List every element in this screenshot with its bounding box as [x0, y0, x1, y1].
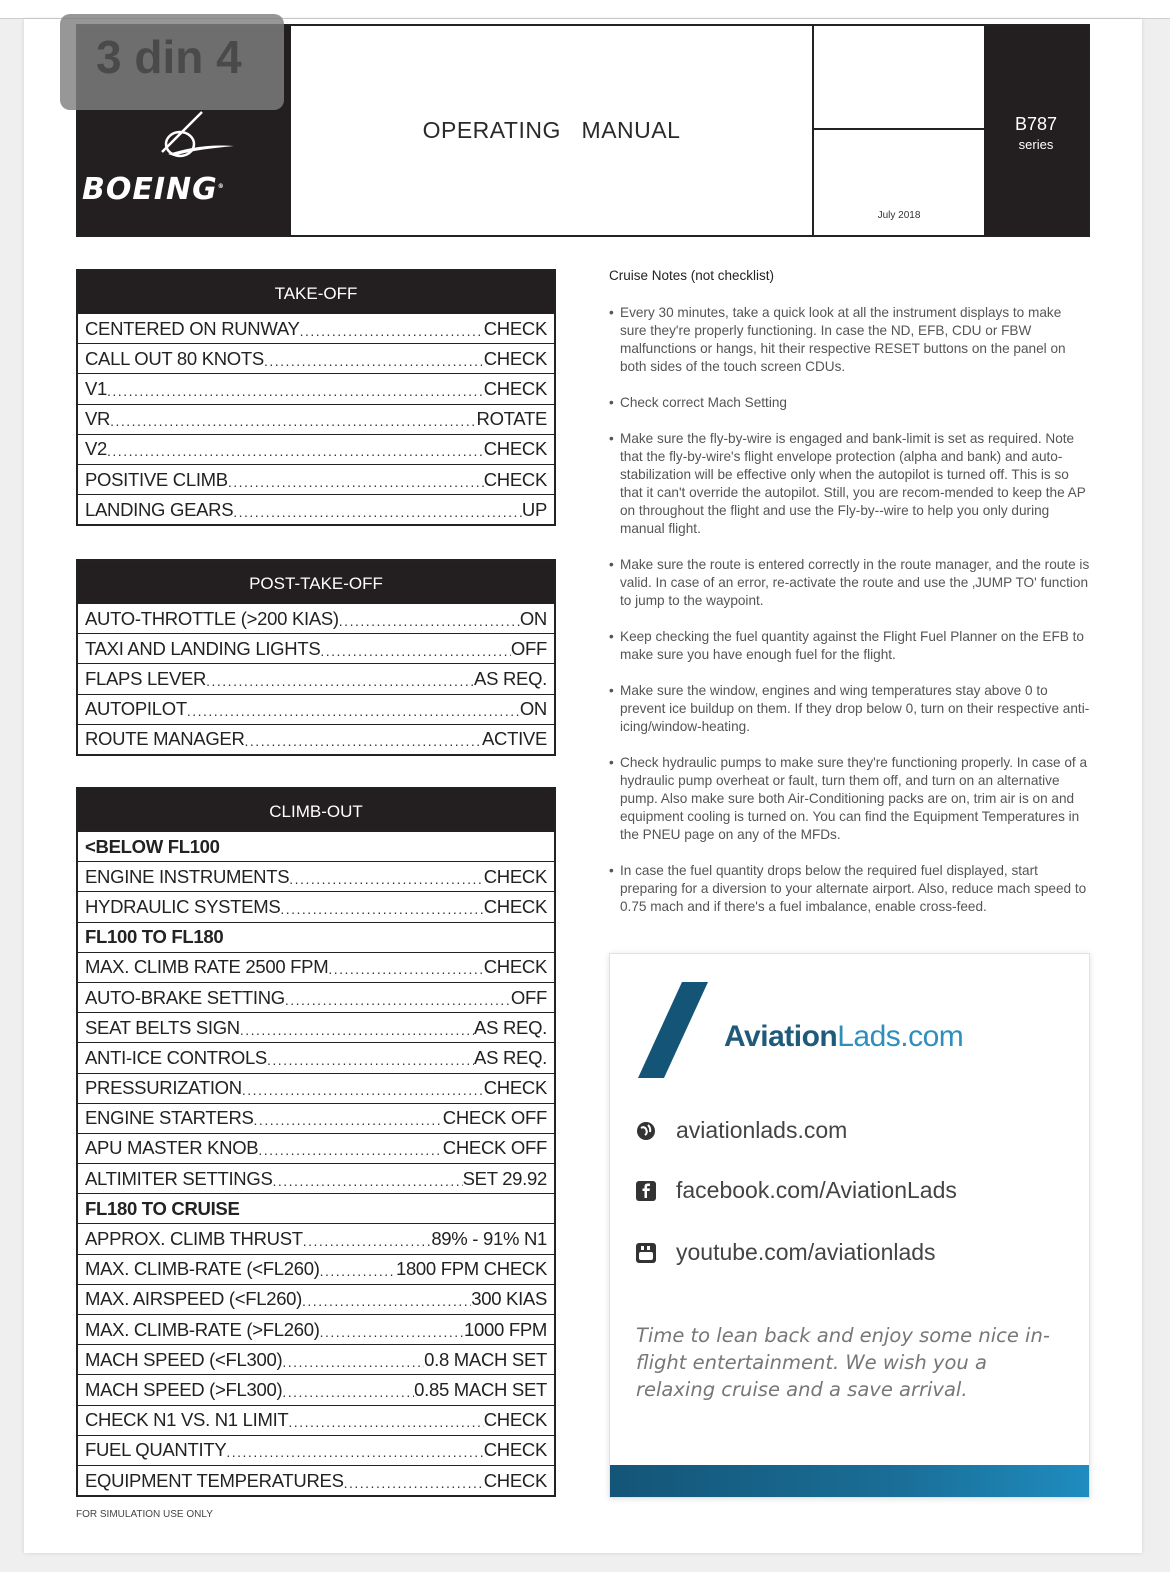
checklist-row	[78, 1163, 554, 1193]
checklist-item: MACH SPEED (>FL300)	[85, 1378, 283, 1400]
boeing-wordmark: BOEING®	[82, 172, 225, 207]
checklist-value: ROTATE	[476, 408, 547, 430]
checklist-value: ON	[519, 698, 547, 720]
checklist-row	[78, 952, 554, 982]
checklist-value: 1000 FPM	[464, 1318, 547, 1340]
checklist-row	[78, 891, 554, 921]
checklist-row	[78, 982, 554, 1012]
checklist-value: 0.85 MACH SET	[414, 1378, 547, 1400]
facebook-link[interactable]	[636, 1177, 957, 1204]
checklist-item: POSITIVE CLIMB	[85, 468, 228, 490]
youtube-icon	[636, 1243, 656, 1263]
checklist-row	[78, 1435, 554, 1465]
leader-dots	[267, 1049, 474, 1067]
checklist-item: EQUIPMENT TEMPERATURES	[85, 1469, 344, 1491]
checklist-item: CALL OUT 80 KNOTS	[85, 347, 264, 369]
leader-dots	[288, 1411, 483, 1429]
checklist-value: CHECK	[483, 865, 547, 887]
note-bullet: • Make sure the window, engines and wing temperatures stay above 0 to prevent ice buildup on them. If they drop below 0, turn on their respective anti-icing/window-heating.	[609, 682, 1091, 736]
leader-dots	[187, 700, 520, 718]
checklist-item: APPROX. CLIMB THRUST	[85, 1228, 303, 1250]
checklist-row	[78, 1012, 554, 1042]
leader-dots	[282, 1351, 424, 1369]
checklist-value: CHECK	[483, 468, 547, 490]
checklist-item: ENGINE STARTERS	[85, 1107, 254, 1129]
leader-dots	[242, 1079, 484, 1097]
facebook-icon	[636, 1181, 656, 1201]
checklist-item: FUEL QUANTITY	[85, 1439, 227, 1461]
leader-dots	[320, 1260, 396, 1278]
checklist-row	[78, 313, 554, 343]
revision-box-date	[814, 130, 984, 235]
checklist-section-label: FL180 TO CRUISE	[78, 1193, 554, 1223]
checklist-row	[78, 1284, 554, 1314]
facebook-link-text[interactable]: facebook.com/AviationLads	[676, 1177, 957, 1203]
checklist-item: AUTO-THROTTLE (>200 KIAS)	[85, 607, 339, 629]
leader-dots	[226, 1441, 483, 1459]
leader-dots	[258, 1139, 442, 1157]
leader-dots	[303, 1230, 432, 1248]
globe-icon	[636, 1121, 656, 1141]
checklist-value: AS REQ.	[474, 1016, 547, 1038]
leader-dots	[344, 1472, 484, 1490]
checklist-row	[78, 694, 554, 724]
checklist-row	[78, 603, 554, 633]
checklist-item: ANTI-ICE CONTROLS	[85, 1046, 267, 1068]
checklist-item: ALTIMITER SETTINGS	[85, 1167, 273, 1189]
note-bullet: • Check correct Mach Setting	[609, 394, 1091, 412]
page-indicator: 3 din 4	[60, 14, 284, 110]
note-bullet: • Every 30 minutes, take a quick look at all the instrument displays to make sure they're properly functioning. In case the ND, EFB, CDU or FBW malfunctions or hangs, hit their respective RESET buttons on the panel on both sides of the touch screen CDUs.	[609, 304, 1091, 376]
checklist-row	[78, 861, 554, 891]
checklist-item: LANDING GEARS	[85, 498, 234, 520]
checklist-row	[78, 633, 554, 663]
leader-dots	[302, 1290, 471, 1308]
checklist-section-label: FL100 TO FL180	[78, 922, 554, 952]
logo-bold: Aviation	[724, 1020, 838, 1053]
checklist-row	[78, 1223, 554, 1253]
aircraft-series	[984, 26, 1088, 235]
checklist-value: UP	[521, 498, 547, 520]
checklist-row	[78, 1133, 554, 1163]
note-bullet: • Keep checking the fuel quantity against the Flight Fuel Planner on the EFB to make sure you have enough fuel for the flight.	[609, 628, 1091, 664]
checklist-row	[78, 494, 554, 524]
checklist-value: CHECK	[483, 895, 547, 917]
leader-dots	[328, 958, 483, 976]
checklist-value: CHECK OFF	[442, 1137, 547, 1159]
checklist-item: FLAPS LEVER	[85, 667, 207, 689]
checklist-item: VR	[85, 408, 111, 430]
checklist-item: APU MASTER KNOB	[85, 1137, 259, 1159]
leader-dots	[206, 670, 474, 688]
checklist-item: AUTO-BRAKE SETTING	[85, 986, 285, 1008]
revision-boxes	[812, 26, 984, 235]
leader-dots	[110, 410, 476, 428]
leader-dots	[240, 1019, 474, 1037]
leader-dots	[228, 471, 484, 489]
checklist-item: PRESSURIZATION	[85, 1077, 242, 1099]
leader-dots	[264, 350, 484, 368]
checklist-item: ENGINE INSTRUMENTS	[85, 865, 290, 887]
checklist-value: CHECK	[483, 438, 547, 460]
note-bullet: • Make sure the route is entered correctly in the route manager, and the route is valid. In case of an error, re-activate the route and use the ‚JUMP TO' function to jump to the waypoint.	[609, 556, 1091, 610]
checklist-value: SET 29.92	[462, 1167, 547, 1189]
manual-date: July 2018	[877, 210, 921, 221]
checklist-value: OFF	[510, 986, 547, 1008]
checklist-row	[78, 373, 554, 403]
aircraft-model: B787	[1014, 114, 1058, 134]
checklist-row	[78, 1465, 554, 1495]
leader-dots	[107, 440, 484, 458]
checklist-row	[78, 1344, 554, 1374]
revision-box-empty	[814, 26, 984, 130]
checklist-row	[78, 434, 554, 464]
checklist-value: CHECK	[483, 956, 547, 978]
checklist-row	[78, 1103, 554, 1133]
checklist-heading: TAKE-OFF	[78, 271, 554, 313]
checklist-value: ACTIVE	[481, 728, 547, 750]
checklist-value: 89% - 91% N1	[431, 1228, 547, 1250]
checklist-row	[78, 1314, 554, 1344]
checklist-value: CHECK	[483, 377, 547, 399]
leader-dots	[245, 730, 482, 748]
checklist-row	[78, 1042, 554, 1072]
checklist-value: CHECK	[483, 347, 547, 369]
checklist-value: 0.8 MACH SET	[424, 1348, 547, 1370]
checklist-item: MAX. CLIMB RATE 2500 FPM	[85, 956, 329, 978]
youtube-link-text[interactable]: youtube.com/aviationlads	[676, 1239, 936, 1265]
checklist-row	[78, 1405, 554, 1435]
checklist-value: CHECK	[483, 1439, 547, 1461]
logo-light: Lads.com	[837, 1020, 964, 1053]
footer-note: FOR SIMULATION USE ONLY	[76, 1509, 213, 1520]
youtube-link[interactable]	[636, 1239, 936, 1266]
checklist-value: CHECK	[483, 317, 547, 339]
checklist-item: AUTOPILOT	[85, 698, 187, 720]
checklist-item: HYDRAULIC SYSTEMS	[85, 895, 281, 917]
card-quote: Time to lean back and enjoy some nice in-flight entertainment. We wish you a relaxing cruise and a save arrival.	[636, 1324, 1050, 1401]
leader-dots	[107, 380, 484, 398]
checklist-row	[78, 1254, 554, 1284]
checklist-heading: CLIMB-OUT	[78, 789, 554, 831]
checklist-item: TAXI AND LANDING LIGHTS	[85, 637, 321, 659]
checklist-item: V2	[85, 438, 108, 460]
note-bullet: • In case the fuel quantity drops below the required fuel displayed, start preparing for a diversion to your alternate airport. Also, reduce mach speed to 0.75 mach and if there's a fuel imbalance, enable cross-feed.	[609, 862, 1091, 916]
checklist-value: CHECK	[483, 1077, 547, 1099]
checklist-item: SEAT BELTS SIGN	[85, 1016, 240, 1038]
checklist-value: ON	[519, 607, 547, 629]
leader-dots	[300, 320, 484, 338]
boeing-symbol-icon	[158, 108, 238, 168]
checklist-row	[78, 663, 554, 693]
leader-dots	[254, 1109, 443, 1127]
leader-dots	[273, 1170, 463, 1188]
card-accent-bar	[610, 1465, 1089, 1497]
manual-title: OPERATING MANUAL	[422, 117, 681, 143]
checklist-row	[78, 343, 554, 373]
takeoff-checklist	[76, 269, 556, 526]
checklist-value: 300 KIAS	[471, 1288, 547, 1310]
aviationlads-slash-icon	[636, 980, 716, 1080]
climb-out-checklist	[76, 787, 556, 1497]
checklist-item: MAX. CLIMB-RATE (<FL260)	[85, 1258, 320, 1280]
checklist-value: OFF	[510, 637, 547, 659]
checklist-value: CHECK	[483, 1409, 547, 1431]
website-link[interactable]	[636, 1117, 847, 1144]
leader-dots	[289, 868, 483, 886]
checklist-row	[78, 464, 554, 494]
aircraft-model-sub: series	[1018, 137, 1054, 152]
checklist-value: AS REQ.	[474, 667, 547, 689]
checklist-item: CENTERED ON RUNWAY	[85, 317, 300, 339]
leader-dots	[285, 989, 511, 1007]
cruise-notes	[609, 268, 1091, 934]
checklist-section-label: <BELOW FL100	[78, 831, 554, 861]
checklist-row	[78, 404, 554, 434]
post-takeoff-checklist	[76, 559, 556, 756]
checklist-row	[78, 724, 554, 754]
note-bullet: • Make sure the fly-by-wire is engaged and bank-limit is set as required. Note that the fly-by-wire's flight envelope protection (alpha and bank) and auto-stabilization will be effective only when the autopilot is turned off. This is so that it can't override the autopilot. Still, you are recom-mended to keep the AP on throughout the flight and use the Fly-by--wire to help you only during manual flight.	[609, 430, 1091, 538]
checklist-item: MAX. CLIMB-RATE (>FL260)	[85, 1318, 320, 1340]
note-bullet: • Check hydraulic pumps to make sure they're functioning properly. In case of a hydraulic pump overheat or fault, turn them off, and turn on an alternative pump. Also make sure both Air-Conditioning packs are on, trim air is on and equipment cooling is turned on. You can find the Equipment Temperatures in the PNEU page on any of the MFDs.	[609, 754, 1091, 844]
checklist-item: ROUTE MANAGER	[85, 728, 245, 750]
checklist-row	[78, 1374, 554, 1404]
leader-dots	[280, 898, 483, 916]
checklist-value: CHECK	[483, 1469, 547, 1491]
leader-dots	[233, 501, 522, 519]
leader-dots	[339, 610, 520, 628]
leader-dots	[320, 640, 511, 658]
checklist-value: CHECK OFF	[442, 1107, 547, 1129]
aviationlads-logo	[724, 1020, 963, 1054]
checklist-heading: POST-TAKE-OFF	[78, 561, 554, 603]
checklist-row	[78, 1073, 554, 1103]
leader-dots	[282, 1381, 414, 1399]
checklist-item: CHECK N1 VS. N1 LIMIT	[85, 1409, 289, 1431]
checklist-item: MACH SPEED (<FL300)	[85, 1348, 283, 1370]
checklist-value: 1800 FPM CHECK	[395, 1258, 547, 1280]
website-link-text[interactable]: aviationlads.com	[676, 1117, 848, 1143]
checklist-item: MAX. AIRSPEED (<FL260)	[85, 1288, 303, 1310]
checklist-value: AS REQ.	[474, 1046, 547, 1068]
leader-dots	[320, 1321, 464, 1339]
aviationlads-card	[609, 953, 1090, 1498]
notes-title: Cruise Notes (not checklist)	[609, 268, 775, 283]
checklist-item: V1	[85, 377, 108, 399]
